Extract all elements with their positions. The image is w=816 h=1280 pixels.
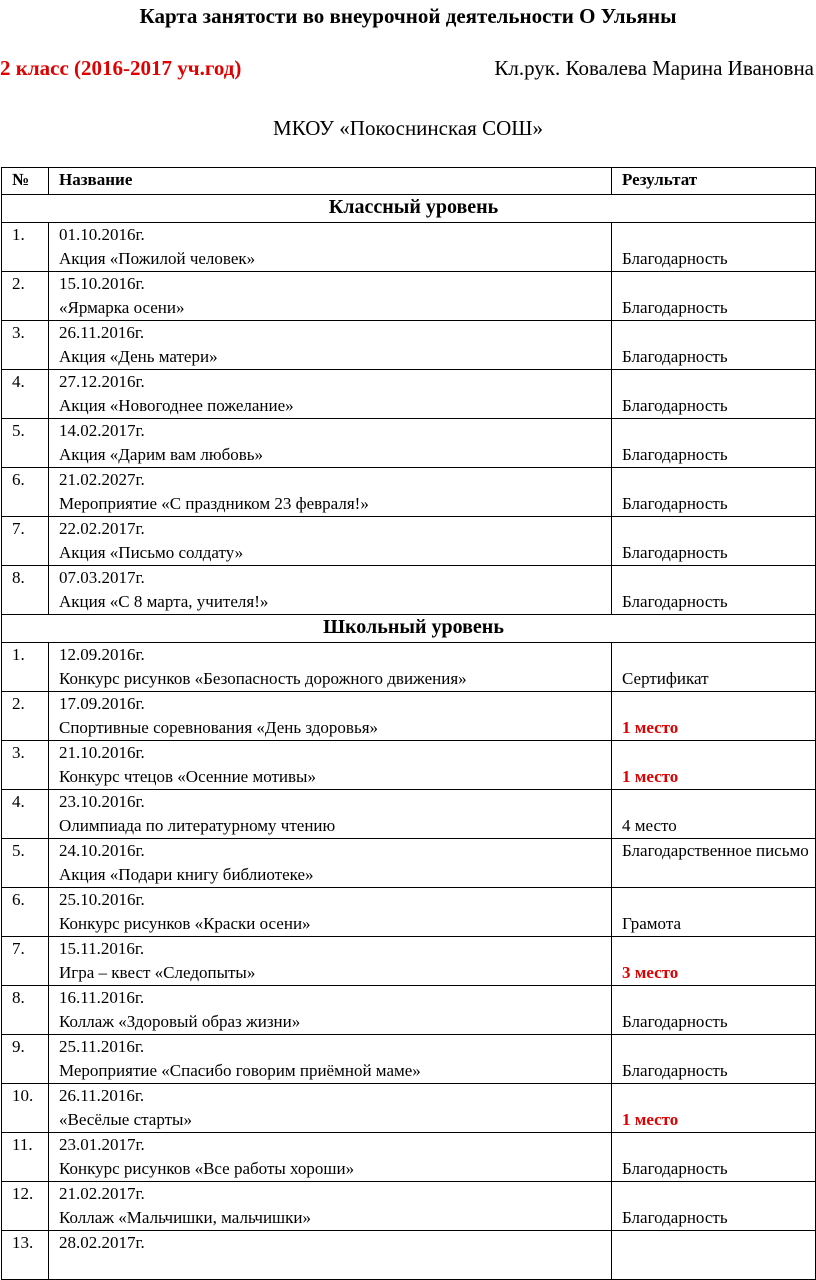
event-title: «Ярмарка осени»: [59, 298, 185, 317]
event-title: Акция «С 8 марта, учителя!»: [59, 592, 269, 611]
event-title: «Весёлые старты»: [59, 1110, 192, 1129]
row-event: [49, 790, 612, 839]
header-result: Результат: [612, 168, 816, 195]
event-date: 07.03.2017г.: [59, 568, 145, 587]
row-result: Благодарность: [612, 272, 816, 321]
subtitle-line: [0, 56, 816, 86]
row-result: Сертификат: [612, 643, 816, 692]
event-date: 12.09.2016г.: [59, 645, 145, 664]
event-title: Коллаж «Мальчишки, мальчишки»: [59, 1208, 311, 1227]
event-date: 15.11.2016г.: [59, 939, 145, 958]
row-result: [612, 1231, 816, 1280]
row-event: [49, 741, 612, 790]
event-date: 15.10.2016г.: [59, 274, 145, 293]
event-date: 21.02.2017г.: [59, 1184, 145, 1203]
row-number: 11.: [2, 1133, 49, 1182]
event-title: Конкурс рисунков «Безопасность дорожного движения»: [59, 669, 467, 688]
row-result: Благодарность: [612, 370, 816, 419]
header-number: №: [2, 168, 49, 195]
row-number: 8.: [2, 566, 49, 615]
row-number: 7.: [2, 517, 49, 566]
event-date: 23.10.2016г.: [59, 792, 145, 811]
teacher-name: Кл.рук. Ковалева Марина Ивановна: [494, 56, 814, 80]
row-event: [49, 986, 612, 1035]
row-number: 10.: [2, 1084, 49, 1133]
table-row: [2, 643, 816, 692]
row-number: 3.: [2, 741, 49, 790]
section-row: [2, 615, 816, 643]
table-row: [2, 566, 816, 615]
table-row: [2, 272, 816, 321]
row-result: 1 место: [612, 1084, 816, 1133]
event-date: 26.11.2016г.: [59, 323, 145, 342]
event-date: 14.02.2017г.: [59, 421, 145, 440]
row-event: [49, 1231, 612, 1280]
table-row: [2, 468, 816, 517]
event-title: Коллаж «Здоровый образ жизни»: [59, 1012, 301, 1031]
row-number: 7.: [2, 937, 49, 986]
row-result: Благодарственное письмо: [612, 839, 816, 888]
table-row: [2, 1084, 816, 1133]
event-date: 17.09.2016г.: [59, 694, 145, 713]
section-row: [2, 195, 816, 223]
row-event: [49, 468, 612, 517]
class-info: 2 класс (2016-2017 уч.год): [0, 56, 242, 80]
table-row: [2, 1035, 816, 1084]
row-result: Благодарность: [612, 468, 816, 517]
event-title: Игра – квест «Следопыты»: [59, 963, 256, 982]
table-header-row: [2, 168, 816, 195]
event-title: Спортивные соревнования «День здоровья»: [59, 718, 379, 737]
row-event: [49, 566, 612, 615]
row-result: 4 место: [612, 790, 816, 839]
event-title: Акция «Письмо солдату»: [59, 543, 244, 562]
event-date: 21.02.2027г.: [59, 470, 145, 489]
row-number: 5.: [2, 419, 49, 468]
event-title: Акция «Дарим вам любовь»: [59, 445, 264, 464]
row-number: 6.: [2, 888, 49, 937]
row-event: [49, 1182, 612, 1231]
event-date: 26.11.2016г.: [59, 1086, 145, 1105]
row-event: [49, 1035, 612, 1084]
row-number: 9.: [2, 1035, 49, 1084]
school-name: МКОУ «Покоснинская СОШ»: [273, 116, 543, 140]
row-event: [49, 321, 612, 370]
row-result: Благодарность: [612, 321, 816, 370]
table-row: [2, 839, 816, 888]
table-row: [2, 223, 816, 272]
row-number: 1.: [2, 223, 49, 272]
page-title: Карта занятости во внеурочной деятельности О Ульяны: [139, 4, 677, 28]
row-result: Благодарность: [612, 1182, 816, 1231]
event-title: Конкурс рисунков «Все работы хороши»: [59, 1159, 355, 1178]
row-result: Благодарность: [612, 1133, 816, 1182]
event-date: 01.10.2016г.: [59, 225, 145, 244]
row-result: Благодарность: [612, 517, 816, 566]
table-row: [2, 370, 816, 419]
event-date: 25.10.2016г.: [59, 890, 145, 909]
table-body: [2, 195, 816, 1280]
row-result: 1 место: [612, 692, 816, 741]
row-result: Грамота: [612, 888, 816, 937]
row-number: 2.: [2, 692, 49, 741]
event-title: Олимпиада по литературному чтению: [59, 816, 336, 835]
event-date: 23.01.2017г.: [59, 1135, 145, 1154]
event-date: 21.10.2016г.: [59, 743, 145, 762]
event-title: Конкурс чтецов «Осенние мотивы»: [59, 767, 316, 786]
event-title: Акция «Подари книгу библиотеке»: [59, 865, 314, 884]
row-event: [49, 419, 612, 468]
row-event: [49, 1084, 612, 1133]
row-number: 4.: [2, 370, 49, 419]
row-event: [49, 1133, 612, 1182]
table-row: [2, 986, 816, 1035]
table-row: [2, 692, 816, 741]
row-number: 2.: [2, 272, 49, 321]
table-row: [2, 1231, 816, 1280]
activity-table: [1, 167, 816, 1280]
row-number: 1.: [2, 643, 49, 692]
row-number: 13.: [2, 1231, 49, 1280]
header-name: Название: [49, 168, 612, 195]
row-number: 8.: [2, 986, 49, 1035]
row-event: [49, 839, 612, 888]
row-number: 3.: [2, 321, 49, 370]
row-number: 5.: [2, 839, 49, 888]
row-number: 4.: [2, 790, 49, 839]
row-result: Благодарность: [612, 1035, 816, 1084]
event-title: Акция «День матери»: [59, 347, 218, 366]
table-row: [2, 790, 816, 839]
row-event: [49, 888, 612, 937]
row-event: [49, 692, 612, 741]
section-title: Школьный уровень: [2, 615, 816, 643]
event-title: Мероприятие «С праздником 23 февраля!»: [59, 494, 369, 513]
row-result: Благодарность: [612, 223, 816, 272]
event-date: 22.02.2017г.: [59, 519, 145, 538]
event-date: 25.11.2016г.: [59, 1037, 145, 1056]
row-number: 6.: [2, 468, 49, 517]
row-event: [49, 370, 612, 419]
row-event: [49, 272, 612, 321]
event-date: 27.12.2016г.: [59, 372, 145, 391]
row-event: [49, 223, 612, 272]
row-number: 12.: [2, 1182, 49, 1231]
row-result: Благодарность: [612, 986, 816, 1035]
row-result: 1 место: [612, 741, 816, 790]
table-row: [2, 321, 816, 370]
row-event: [49, 937, 612, 986]
table-row: [2, 1133, 816, 1182]
table-row: [2, 1182, 816, 1231]
table-row: [2, 517, 816, 566]
event-date: 24.10.2016г.: [59, 841, 145, 860]
table-row: [2, 741, 816, 790]
event-title: Конкурс рисунков «Краски осени»: [59, 914, 311, 933]
event-title: Акция «Новогоднее пожелание»: [59, 396, 294, 415]
row-event: [49, 517, 612, 566]
row-result: 3 место: [612, 937, 816, 986]
event-date: 28.02.2017г.: [59, 1233, 145, 1252]
event-title: Мероприятие «Спасибо говорим приёмной маме»: [59, 1061, 421, 1080]
row-event: [49, 643, 612, 692]
table-row: [2, 419, 816, 468]
table-row: [2, 888, 816, 937]
table-row: [2, 937, 816, 986]
row-result: Благодарность: [612, 419, 816, 468]
event-date: 16.11.2016г.: [59, 988, 145, 1007]
event-title: Акция «Пожилой человек»: [59, 249, 256, 268]
section-title: Классный уровень: [2, 195, 816, 223]
row-result: Благодарность: [612, 566, 816, 615]
